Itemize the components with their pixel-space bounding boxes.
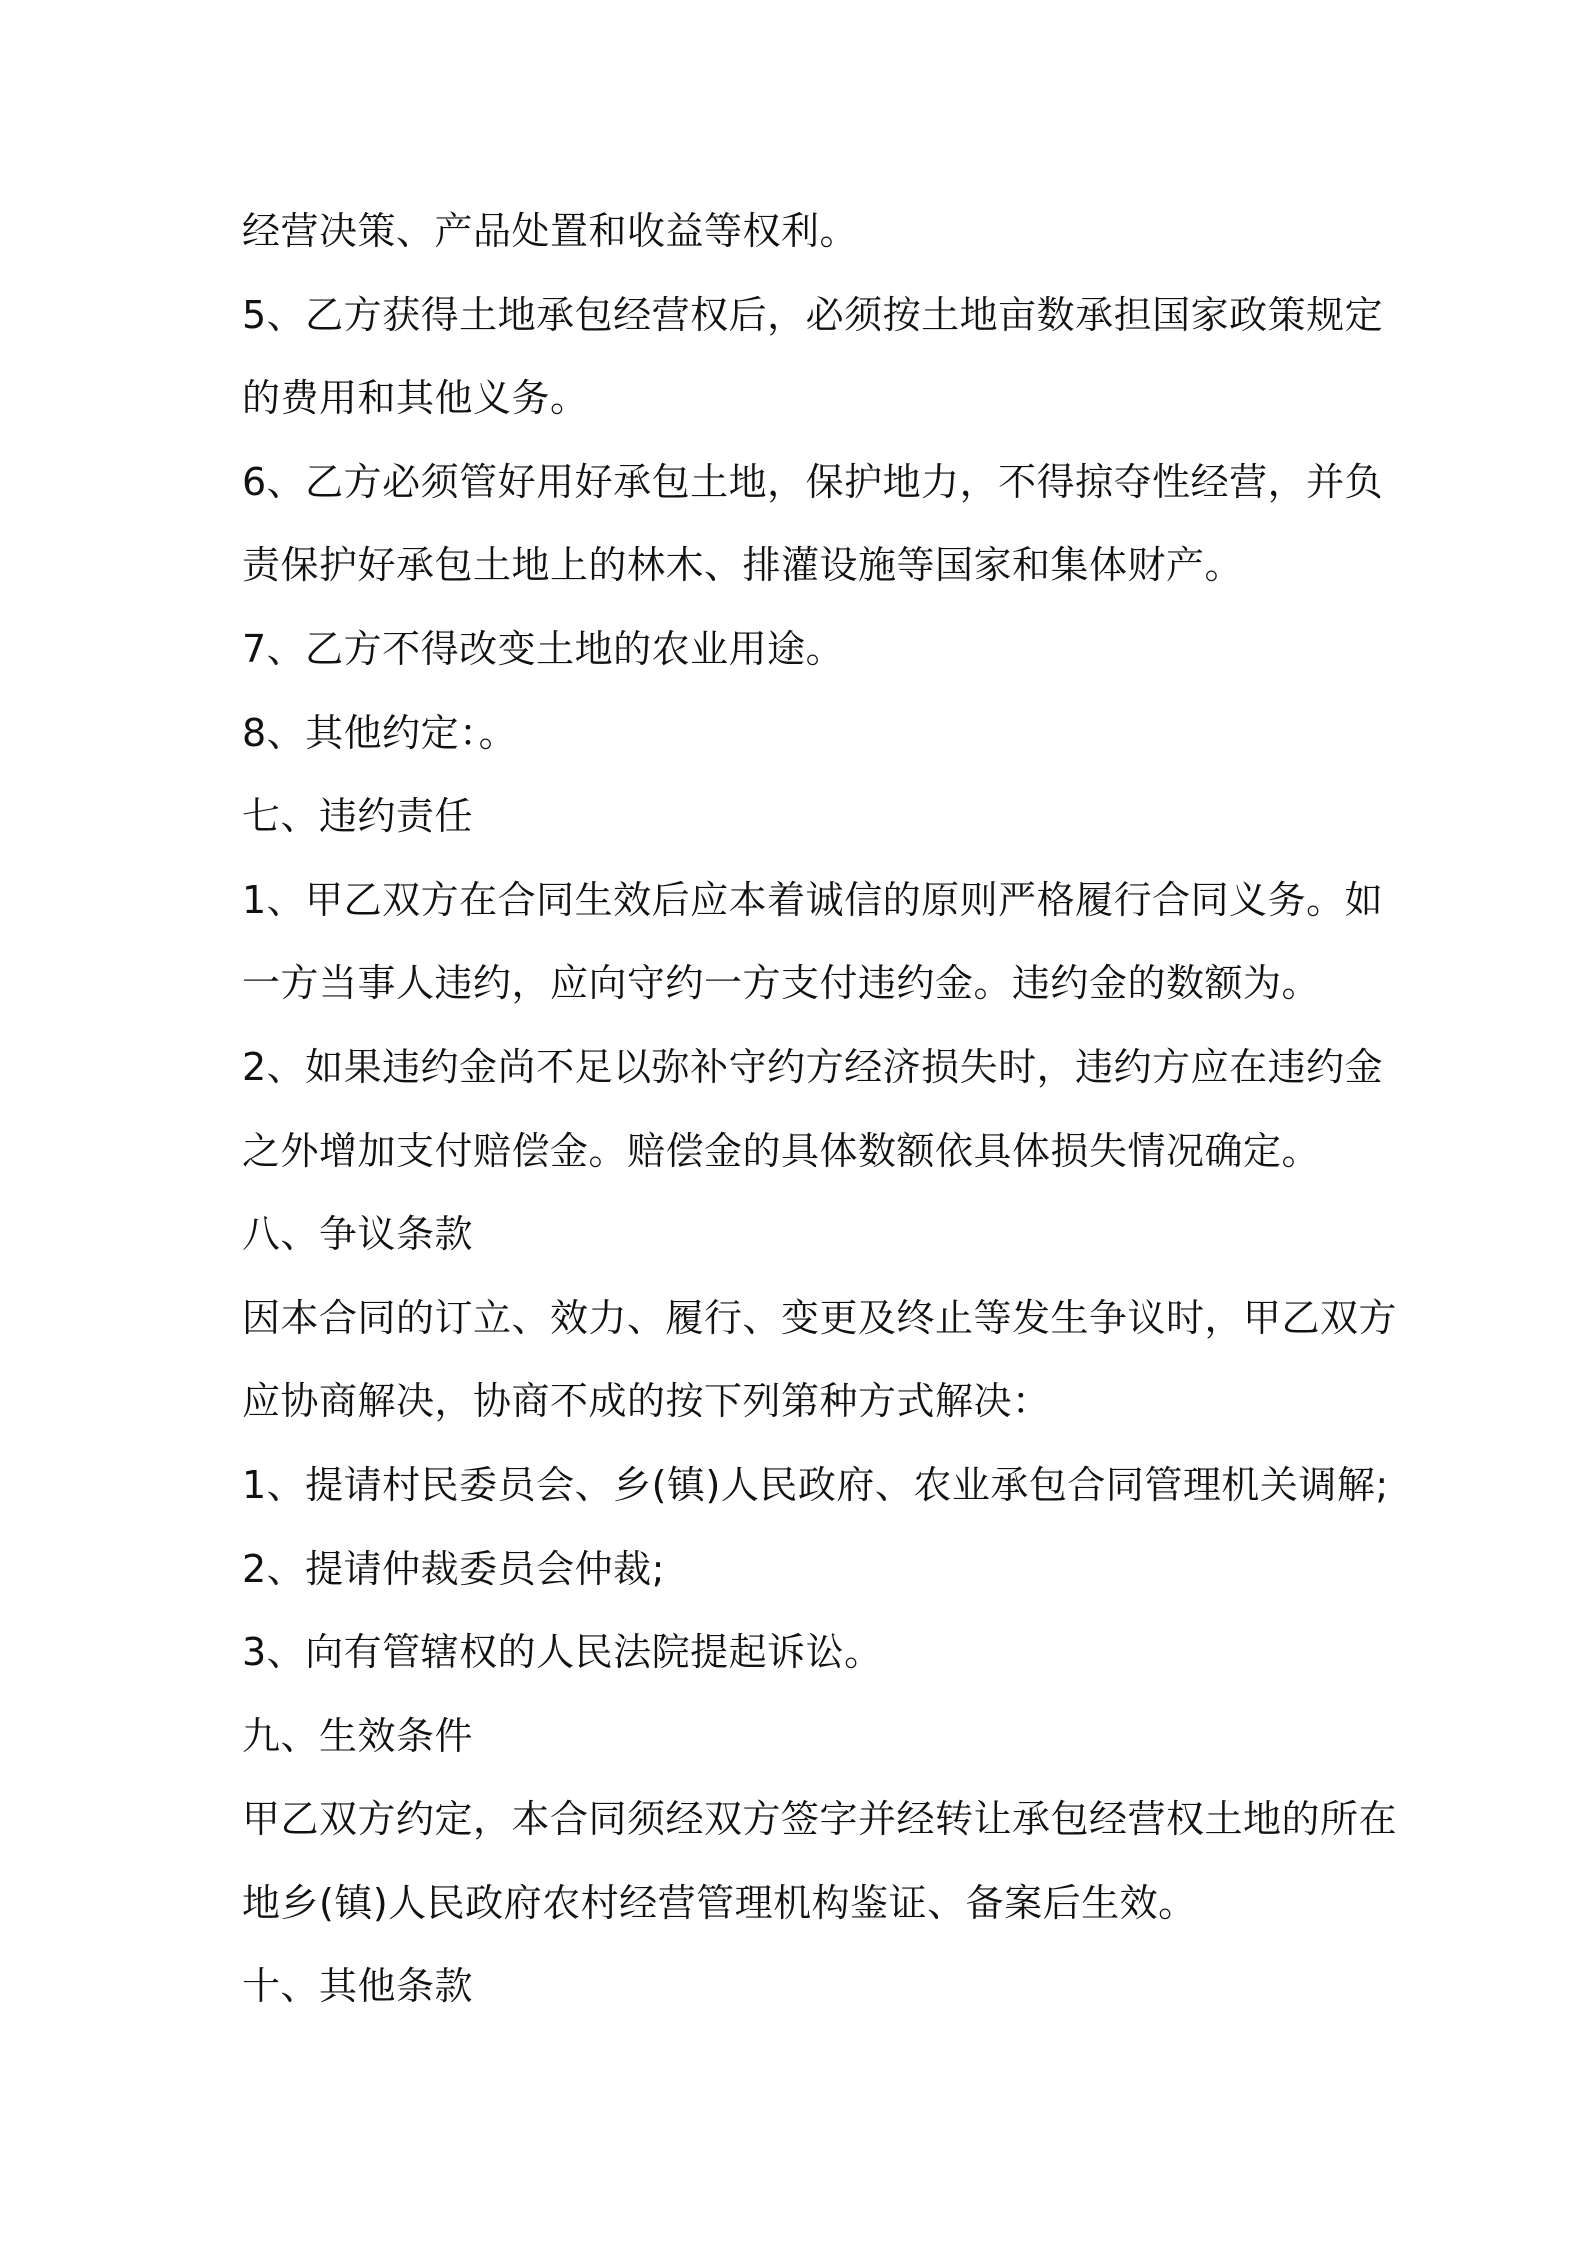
paragraph-line: 5、乙方获得土地承包经营权后，必须按土地亩数承担国家政策规定 bbox=[242, 292, 1384, 337]
paragraph-line: 7、乙方不得改变土地的农业用途。 bbox=[242, 626, 845, 671]
paragraph-line: 的费用和其他义务。 bbox=[242, 376, 589, 421]
paragraph-line: 因本合同的订立、效力、履行、变更及终止等发生争议时，甲乙双方 bbox=[242, 1295, 1398, 1340]
section-heading: 十、其他条款 bbox=[242, 1964, 474, 2009]
section-heading: 七、违约责任 bbox=[242, 794, 474, 839]
paragraph-line: 之外增加支付赔偿金。赔偿金的具体数额依具体损失情况确定。 bbox=[242, 1128, 1321, 1173]
paragraph-line: 一方当事人违约，应向守约一方支付违约金。违约金的数额为。 bbox=[242, 961, 1321, 1006]
paragraph-line: 2、如果违约金尚不足以弥补守约方经济损失时，违约方应在违约金 bbox=[242, 1044, 1384, 1089]
paragraph-line: 6、乙方必须管好用好承包土地，保护地力，不得掠夺性经营，并负 bbox=[242, 459, 1384, 504]
paragraph-line: 应协商解决，协商不成的按下列第种方式解决： bbox=[242, 1379, 1051, 1424]
paragraph-line: 3、向有管辖权的人民法院提起诉讼。 bbox=[242, 1630, 883, 1675]
paragraph-line: 8、其他约定：。 bbox=[242, 710, 518, 755]
paragraph-line: 1、甲乙双方在合同生效后应本着诚信的原则严格履行合同义务。如 bbox=[242, 877, 1384, 922]
paragraph-line: 地乡(镇)人民政府农村经营管理机构鉴证、备案后生效。 bbox=[242, 1880, 1197, 1925]
paragraph-line: 1、提请村民委员会、乡(镇)人民政府、农业承包合同管理机关调解; bbox=[242, 1462, 1389, 1507]
document-body bbox=[242, 190, 1398, 2029]
section-heading: 九、生效条件 bbox=[242, 1713, 474, 1758]
paragraph-line: 责保护好承包土地上的林木、排灌设施等国家和集体财产。 bbox=[242, 543, 1244, 588]
paragraph-line: 经营决策、产品处置和收益等权利。 bbox=[242, 209, 859, 253]
paragraph-line: 甲乙双方约定，本合同须经双方签字并经转让承包经营权土地的所在 bbox=[242, 1797, 1398, 1842]
section-heading: 八、争议条款 bbox=[242, 1212, 474, 1257]
paragraph-line: 2、提请仲裁委员会仲裁; bbox=[242, 1546, 665, 1591]
